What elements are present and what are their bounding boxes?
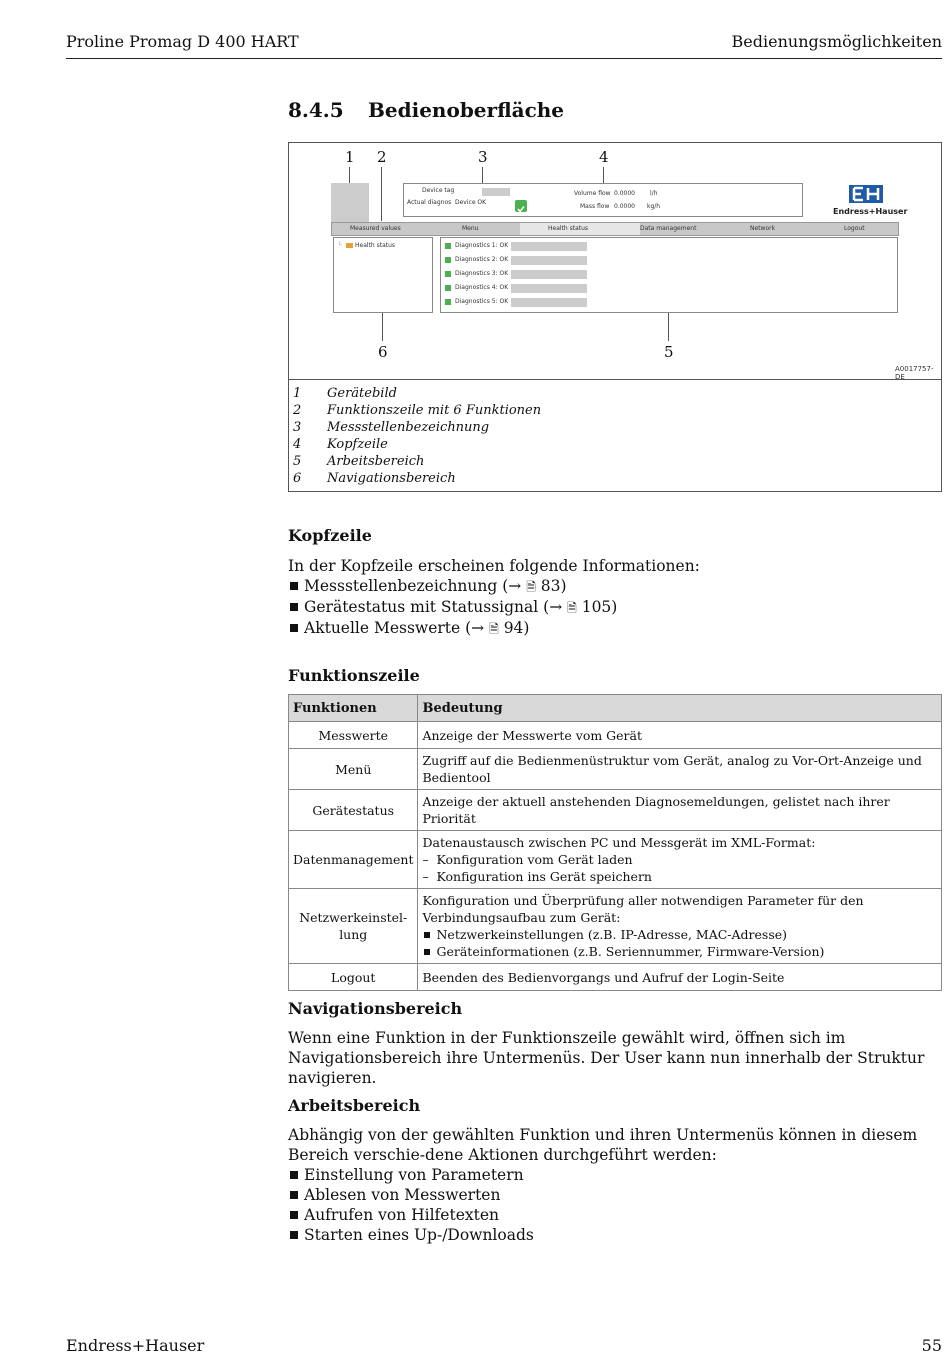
legend-item: 3 Messstellenbezeichnung <box>293 420 490 435</box>
header-chapter: Bedienungsmöglichkeiten <box>731 32 942 51</box>
section-title: Bedienoberfläche <box>368 98 565 122</box>
ui-header-box <box>403 183 803 217</box>
kopfzeile-heading: Kopfzeile <box>288 526 372 545</box>
table-row: Menü Zugriff auf die Bedienmenüstruktur vom Gerät, analog zu Vor-Ort-Anzeige und Bedientool <box>289 749 942 790</box>
col-header-funktionen: Funktionen <box>289 695 418 722</box>
page-ref-link[interactable]: 83 <box>540 577 561 595</box>
legend-item: 6 Navigationsbereich <box>293 471 456 486</box>
section-number: 8.4.5 <box>288 98 344 122</box>
callout-line-5 <box>668 313 669 341</box>
table-row: Netzwerkeinstel-lung Konfiguration und Überprüfung aller notwendigen Parameter für den Verbindungsaufbau zum Gerät: Netzwerkeinstellungen (z.B. IP-Adresse, MAC-Adresse) Geräteinformationen (z.B. Seriennummer, Firmware-Version) <box>289 889 942 964</box>
page-number: 55 <box>921 1336 942 1355</box>
nav-health-status: Health status <box>355 242 396 249</box>
mass-flow-label: Mass flow <box>580 203 610 210</box>
list-item: Aktuelle Messwerte (→ 🗎 94) <box>288 618 942 639</box>
functions-table <box>288 694 942 991</box>
logo-text: Endress+Hauser <box>833 207 908 216</box>
callout-2: 2 <box>377 148 387 166</box>
list-item: Aufrufen von Hilfetexten <box>288 1205 942 1225</box>
actual-diagnos-label: Actual diagnos <box>407 199 452 206</box>
navigationsbereich-heading: Navigationsbereich <box>288 999 463 1018</box>
diag-ok-icon-3 <box>445 271 451 277</box>
diag-bar-3 <box>511 270 587 279</box>
diag-ok-icon-2 <box>445 257 451 263</box>
arbeitsbereich-heading: Arbeitsbereich <box>288 1096 421 1115</box>
folder-icon <box>346 243 353 248</box>
diag-bar-4 <box>511 284 587 293</box>
diag-ok-icon-1 <box>445 243 451 249</box>
legend-item: 4 Kopfzeile <box>293 437 388 452</box>
list-item: Starten eines Up-/Downloads <box>288 1225 942 1245</box>
table-row: Messwerte Anzeige der Messwerte vom Gerät <box>289 722 942 749</box>
legend-item: 5 Arbeitsbereich <box>293 454 425 469</box>
menu-measured-values: Measured values <box>350 225 401 232</box>
section-heading <box>288 98 564 122</box>
navigation-area <box>333 237 433 313</box>
menu-logout: Logout <box>844 225 865 232</box>
table-row: Datenmanagement Datenaustausch zwischen PC und Messgerät im XML-Format: – Konfiguration vom Gerät laden – Konfiguration ins Gerät speichern <box>289 831 942 889</box>
funktionszeile-heading: Funktionszeile <box>288 666 420 685</box>
device-image <box>331 183 369 223</box>
kopfzeile-intro: In der Kopfzeile erscheinen folgende Informationen: <box>288 557 700 575</box>
callout-1: 1 <box>345 148 355 166</box>
callout-5: 5 <box>664 343 674 361</box>
device-tag-label: Device tag <box>422 187 455 194</box>
navigationsbereich-text: Wenn eine Funktion in der Funktionszeile gewählt wird, öffnen sich im Navigationsbereich ihre Untermenüs. Der User kann nun innerhalb der Struktur navigieren. <box>288 1029 925 1087</box>
menu-data-management: Data management <box>640 225 697 232</box>
diag-bar-2 <box>511 256 587 265</box>
figure <box>288 142 942 492</box>
tree-line-icon: └ <box>338 242 342 249</box>
endress-hauser-logo-icon <box>849 185 883 203</box>
diagnostics-2: Diagnostics 2: OK <box>455 256 509 263</box>
page-footer <box>66 1336 942 1355</box>
col-header-bedeutung: Bedeutung <box>418 695 942 722</box>
menu-menu: Menu <box>462 225 479 232</box>
mass-flow-unit: kg/h <box>647 203 661 210</box>
page-ref-link[interactable]: 94 <box>503 619 524 637</box>
callout-3: 3 <box>478 148 488 166</box>
arbeitsbereich-body <box>288 1125 942 1245</box>
footer-brand: Endress+Hauser <box>66 1336 205 1355</box>
arbeitsbereich-text: Abhängig von der gewählten Funktion und ihren Untermenüs können in diesem Bereich verschie-dene Aktionen durchgeführt werden: <box>288 1126 918 1164</box>
table-header-row <box>289 695 942 722</box>
diagnostics-3: Diagnostics 3: OK <box>455 270 509 277</box>
menu-network: Network <box>750 225 776 232</box>
diagnostics-4: Diagnostics 4: OK <box>455 284 509 291</box>
volume-flow-label: Volume flow <box>574 190 611 197</box>
table-row: Gerätestatus Anzeige der aktuell anstehenden Diagnosemeldungen, gelistet nach ihrer Priorität <box>289 790 942 831</box>
menu-health-status: Health status <box>548 225 589 232</box>
page-header <box>66 32 942 59</box>
figure-id: A0017757-DE <box>895 365 934 381</box>
device-ok-text: Device OK <box>455 199 487 206</box>
device-tag-field <box>482 188 510 196</box>
list-item: Messstellenbezeichnung (→ 🗎 83) <box>288 576 942 597</box>
diag-bar-1 <box>511 242 587 251</box>
status-ok-icon <box>515 200 527 212</box>
page-ref-icon: 🗎 <box>526 580 536 594</box>
figure-legend <box>293 385 541 487</box>
diagnostics-1: Diagnostics 1: OK <box>455 242 509 249</box>
volume-flow-value: 0.0000 <box>614 190 635 197</box>
legend-item: 1 Gerätebild <box>293 386 397 401</box>
list-item: Ablesen von Messwerten <box>288 1185 942 1205</box>
list-item: Gerätestatus mit Statussignal (→ 🗎 105) <box>288 597 942 618</box>
list-item: Einstellung von Parametern <box>288 1165 942 1185</box>
diag-ok-icon-5 <box>445 299 451 305</box>
working-area <box>440 237 898 313</box>
callout-6: 6 <box>378 343 388 361</box>
kopfzeile-body <box>288 556 942 639</box>
legend-item: 2 Funktionszeile mit 6 Funktionen <box>293 403 542 418</box>
page-ref-icon: 🗎 <box>489 622 499 636</box>
callout-4: 4 <box>599 148 609 166</box>
table-row: Logout Beenden des Bedienvorgangs und Aufruf der Login-Seite <box>289 964 942 991</box>
callout-line-2 <box>381 167 382 221</box>
diagnostics-5: Diagnostics 5: OK <box>455 298 509 305</box>
page-ref-icon: 🗎 <box>567 601 577 615</box>
diag-bar-5 <box>511 298 587 307</box>
header-product: Proline Promag D 400 HART <box>66 32 299 51</box>
page-ref-link[interactable]: 105 <box>581 598 612 616</box>
volume-flow-unit: l/h <box>650 190 658 197</box>
diag-ok-icon-4 <box>445 285 451 291</box>
figure-image <box>289 143 941 380</box>
callout-line-6 <box>382 313 383 341</box>
function-bar <box>331 222 899 236</box>
mass-flow-value: 0.0000 <box>614 203 635 210</box>
